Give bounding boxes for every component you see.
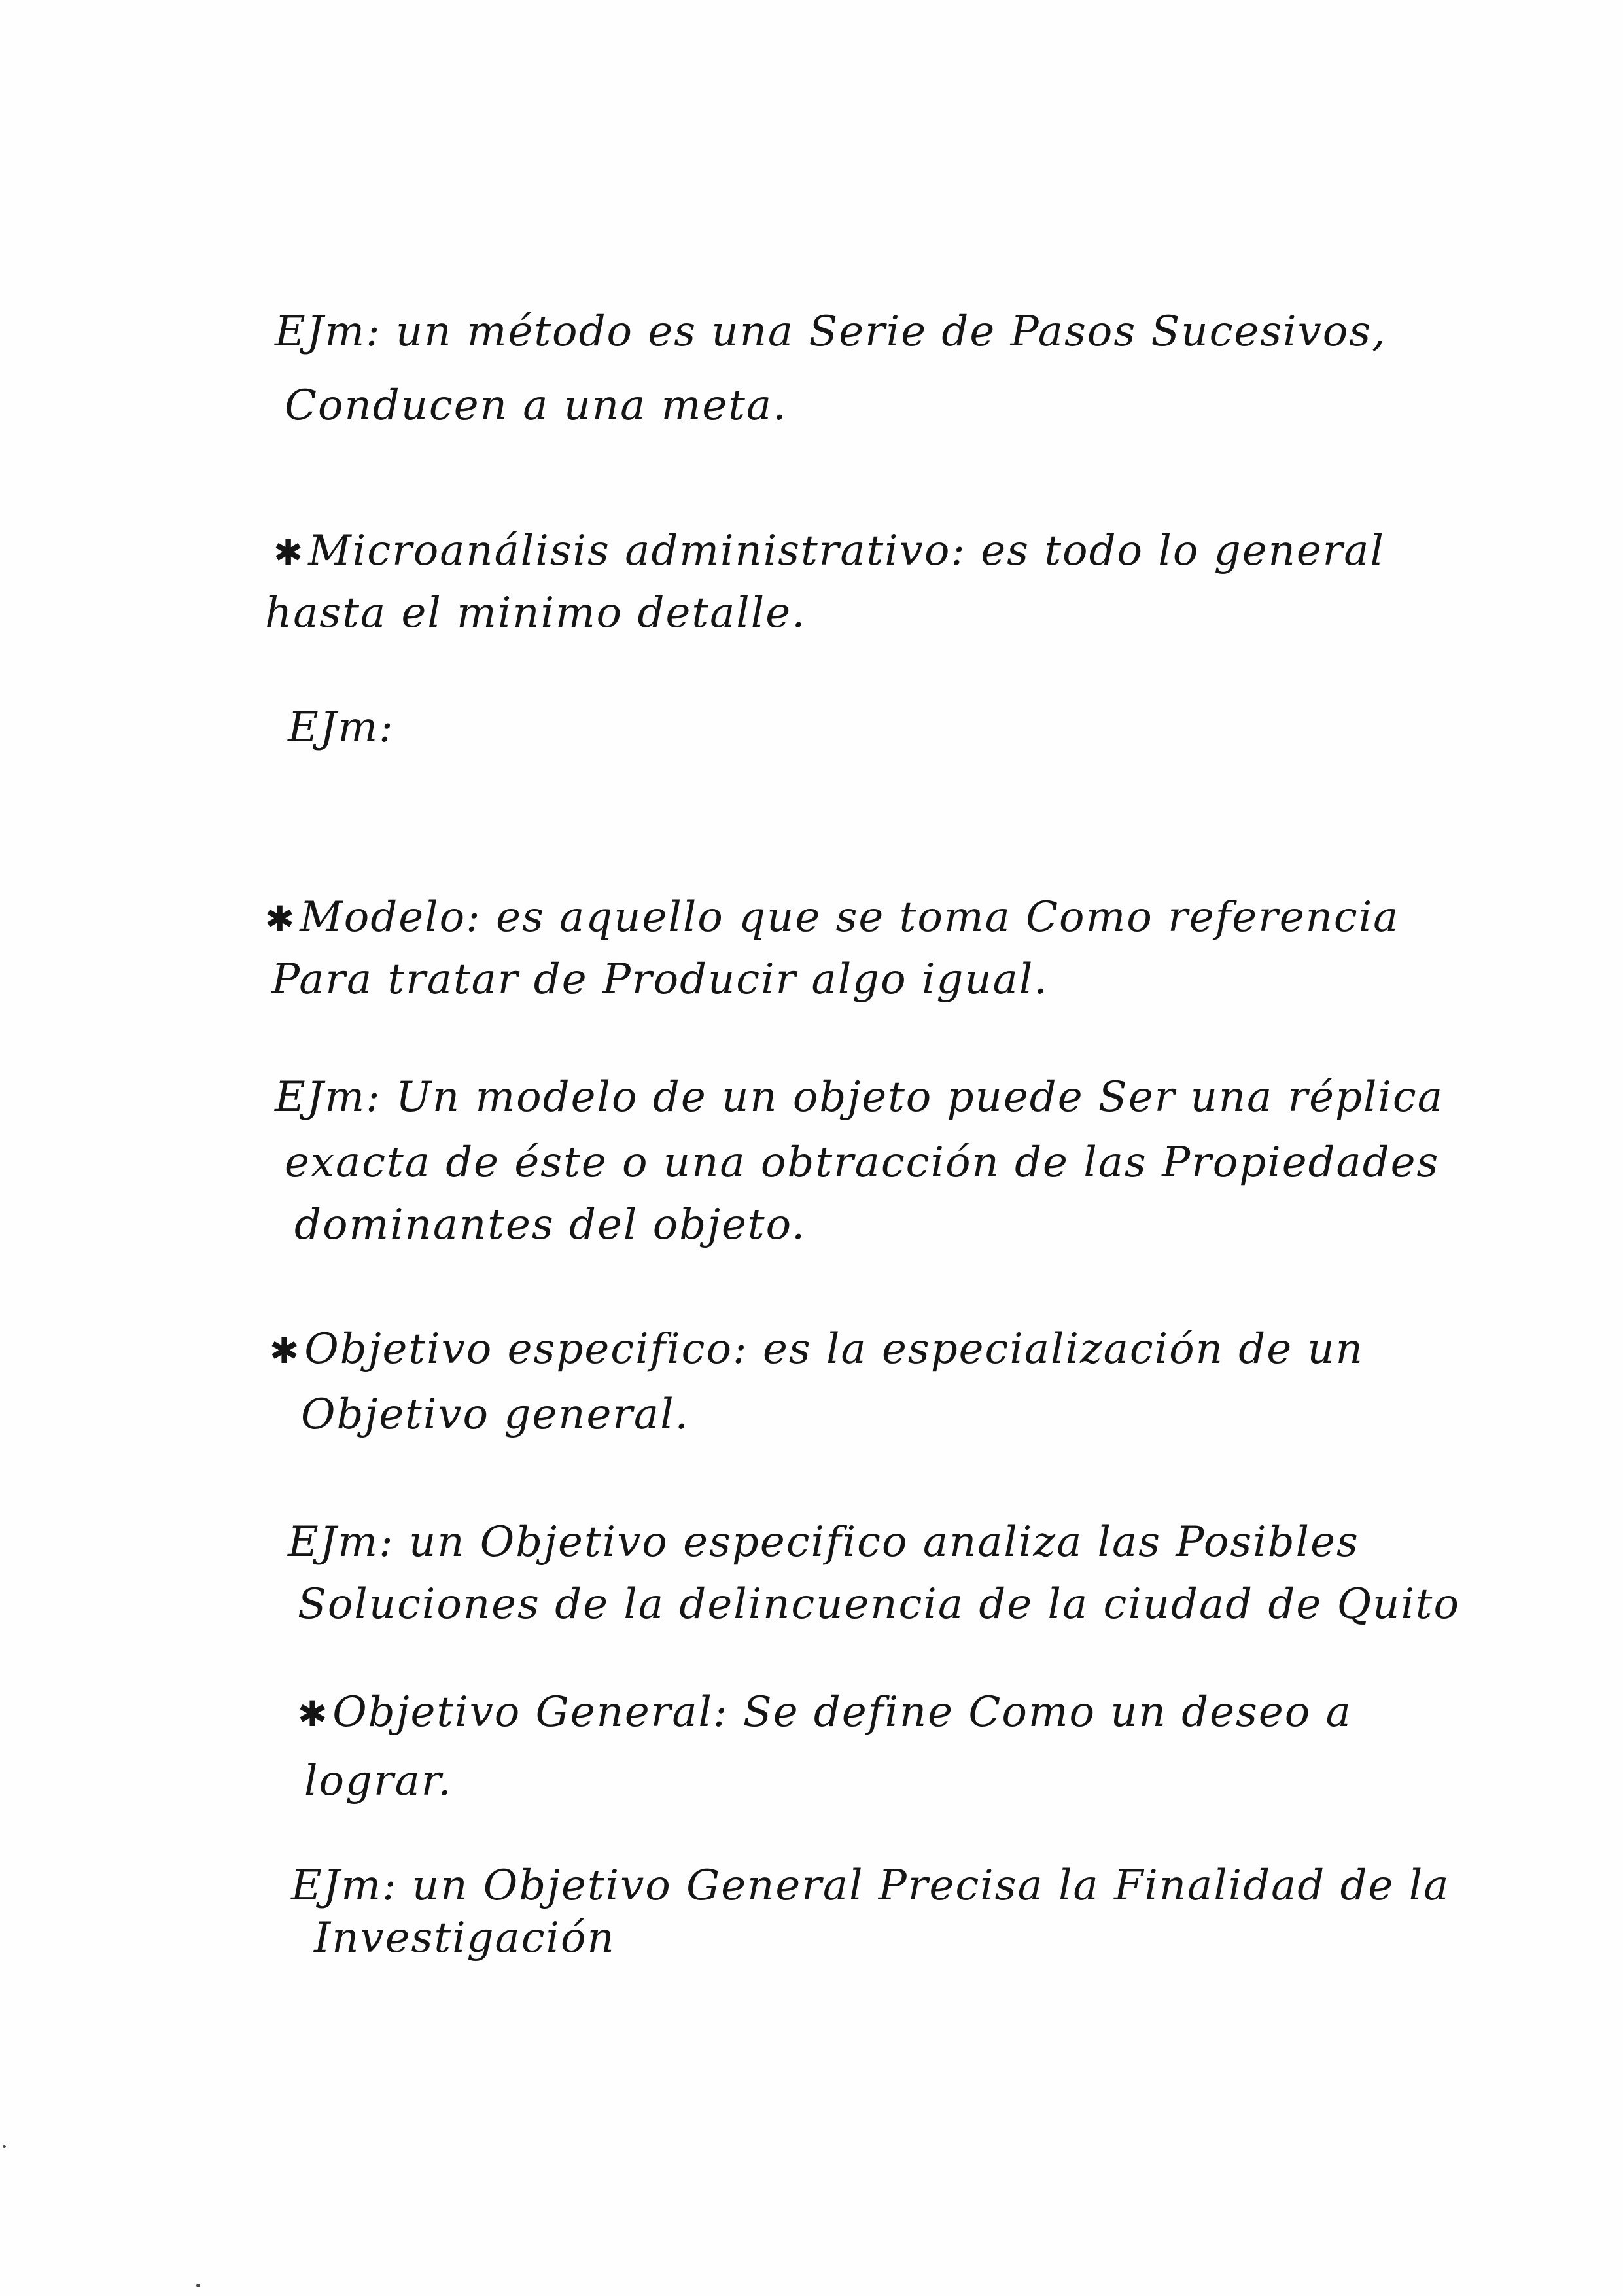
star-bullet-icon: ✱ xyxy=(265,898,296,940)
note-line: Para tratar de Producir algo igual. xyxy=(271,955,1049,1004)
note-line-text: Microanálisis administrativo: es todo lo general xyxy=(308,527,1385,575)
stray-mark xyxy=(3,2145,6,2148)
note-line: Soluciones de la delincuencia de la ciudad de Quito xyxy=(298,1580,1461,1629)
stray-mark xyxy=(196,2284,200,2287)
note-line: hasta el minimo detalle. xyxy=(265,589,807,637)
note-line: Conducen a una meta. xyxy=(285,381,788,430)
note-line-bulleted xyxy=(273,527,1385,575)
note-line-bulleted xyxy=(270,1325,1364,1373)
note-line: Objetivo general. xyxy=(301,1390,689,1439)
note-line-bulleted xyxy=(265,893,1400,942)
note-line: lograr. xyxy=(304,1757,453,1805)
note-line-text: Objetivo General: Se define Como un deseo a xyxy=(332,1688,1352,1737)
note-line: exacta de éste o una obtracción de las Propiedades xyxy=(285,1139,1440,1187)
star-bullet-icon: ✱ xyxy=(270,1330,301,1371)
note-line: EJm: xyxy=(288,703,394,752)
note-line-text: Modelo: es aquello que se toma Como referencia xyxy=(300,893,1400,942)
note-line: EJm: un método es una Serie de Pasos Sucesivos, xyxy=(275,308,1387,356)
note-line: EJm: un Objetivo especifico analiza las Posibles xyxy=(288,1518,1359,1566)
note-line: Investigación xyxy=(314,1914,616,1962)
star-bullet-icon: ✱ xyxy=(298,1693,329,1735)
note-line: EJm: Un modelo de un objeto puede Ser una réplica xyxy=(275,1073,1444,1122)
note-line-bulleted xyxy=(298,1688,1352,1737)
note-line-text: Objetivo especifico: es la especialización de un xyxy=(304,1325,1364,1373)
note-line: dominantes del objeto. xyxy=(294,1201,807,1249)
note-line: EJm: un Objetivo General Precisa la Finalidad de la xyxy=(291,1862,1450,1910)
star-bullet-icon: ✱ xyxy=(273,532,305,573)
